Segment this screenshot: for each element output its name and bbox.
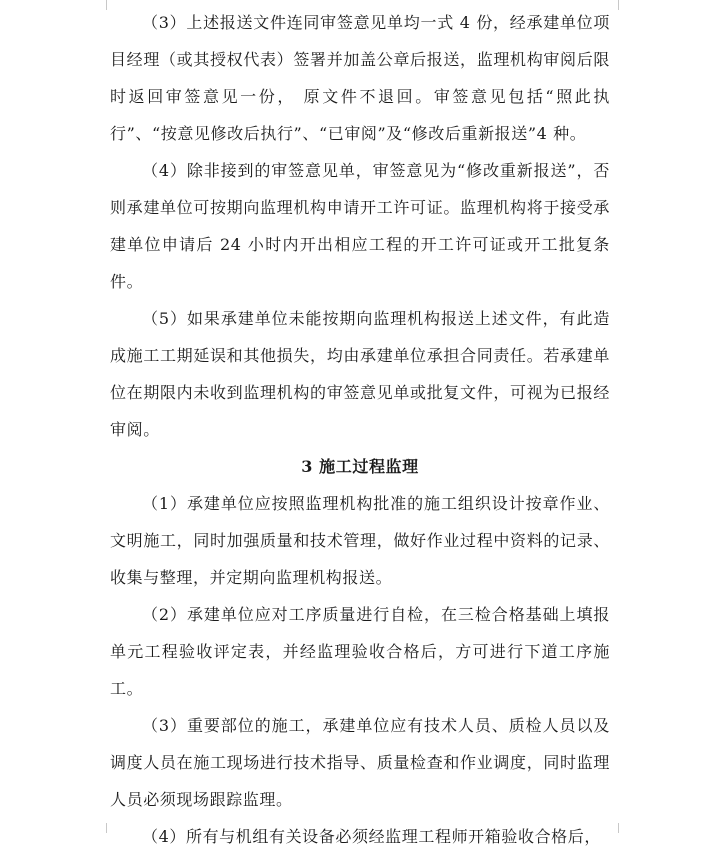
paragraph-process-item-3: （3）重要部位的施工，承建单位应有技术人员、质检人员以及调度人员在施工现场进行技术指导、质量检查和作业调度，同时监理人员必须现场跟踪监理。	[110, 716, 610, 809]
page-corner-mark	[96, 823, 107, 833]
paragraph-item-5-delay-liability: （5）如果承建单位未能按期向监理机构报送上述文件，有此造成施工工期延误和其他损失，均由承建单位承担合同责任。若承建单位在期限内未收到监理机构的审签意见单或批复文件，可视为已报经审阅。	[110, 309, 610, 439]
paragraph-item-4-start-permit: （4）除非接到的审签意见单，审签意见为“修改重新报送”，否则承建单位可按期向监理机构申请开工许可证。监理机构将于接受承建单位申请后 24 小时内开出相应工程的开工许可证或开工批复条件。	[110, 161, 610, 291]
paragraph-process-item-4: （4）所有与机组有关设备必须经监理工程师开箱验收合格后，	[142, 827, 601, 846]
section-heading: 3 施工过程监理	[301, 457, 419, 476]
paragraph-item-3-submission: （3）上述报送文件连同审签意见单均一式 4 份，经承建单位项目经理（或其授权代表）签署并加盖公章后报送，监理机构审阅后限时返回审签意见一份， 原文件不退回。审签意见包括“照此执行”、“按意见修改后执行”、“已审阅”及“修改后重新报送”4 种。	[110, 13, 610, 143]
paragraph-process-item-2: （2）承建单位应对工序质量进行自检，在三检合格基础上填报单元工程验收评定表，并经监理验收合格后，方可进行下道工序施工。	[110, 605, 610, 698]
paragraph-process-item-1: （1）承建单位应按照监理机构批准的施工组织设计按章作业、文明施工，同时加强质量和技术管理，做好作业过程中资料的记录、收集与整理，并定期向监理机构报送。	[110, 494, 610, 587]
page-corner-mark	[618, 823, 629, 833]
document-body	[110, 4, 610, 855]
page-corner-mark	[96, 0, 107, 10]
page-corner-mark	[618, 0, 629, 10]
